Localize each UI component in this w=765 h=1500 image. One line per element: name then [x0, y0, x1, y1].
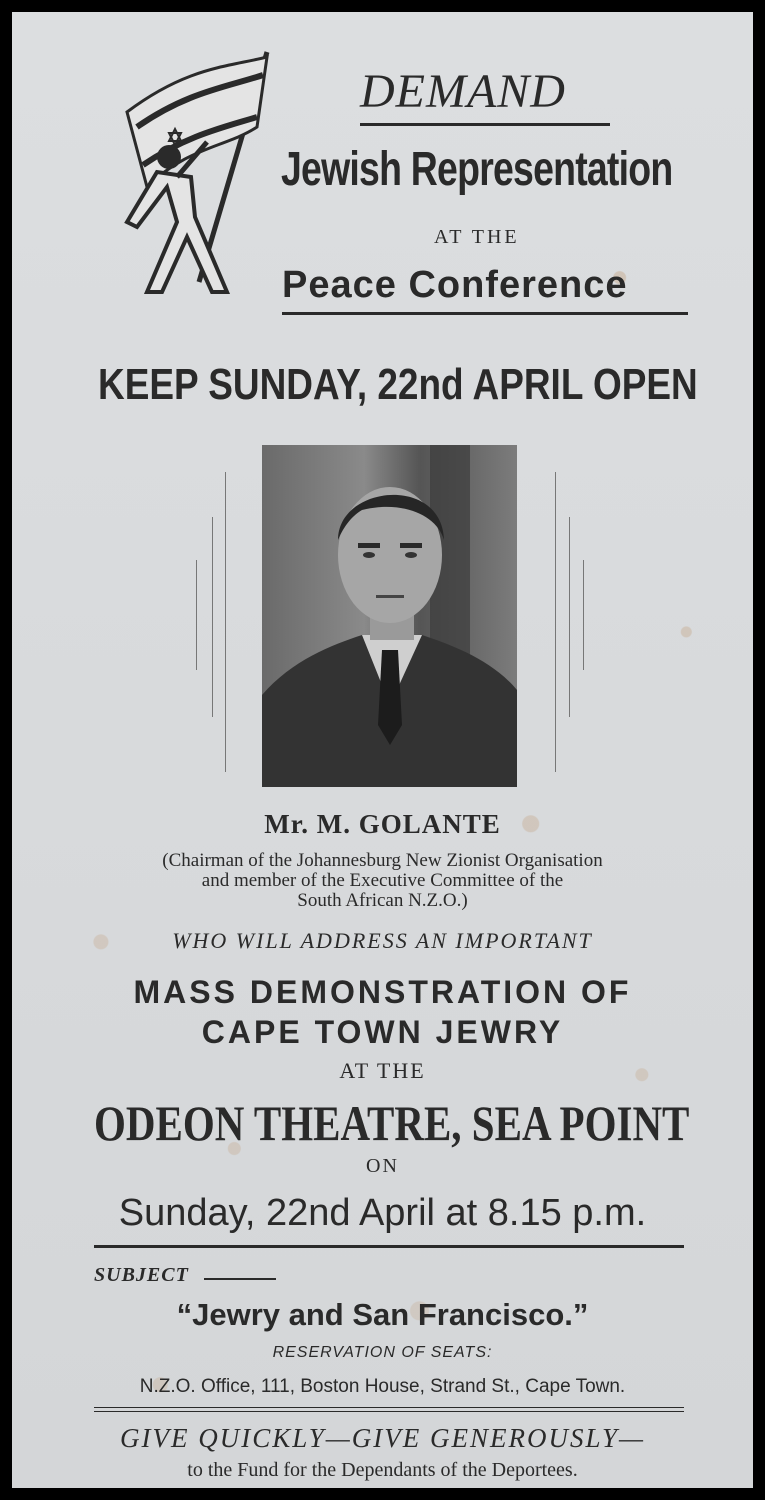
- address-line: WHO WILL ADDRESS AN IMPORTANT: [172, 928, 593, 953]
- keep-date-heading: KEEP SUNDAY, 22nd APRIL OPEN: [98, 360, 698, 409]
- subject-title: “Jewry and San Francisco.”: [176, 1297, 589, 1332]
- datetime-rule: [94, 1245, 684, 1248]
- flag-bearer-illustration: [107, 47, 277, 297]
- speaker-name: Mr. M. GOLANTE: [264, 809, 501, 839]
- left-rule-2: [225, 472, 226, 772]
- speaker-desc-line-2: and member of the Executive Committee of the: [201, 870, 564, 891]
- speaker-desc-line-3: South African N.Z.O.): [297, 890, 468, 911]
- right-rule-3: [583, 560, 584, 670]
- subject-label: SUBJECT: [94, 1264, 189, 1286]
- event-title-line-2: CAPE TOWN JEWRY: [201, 1014, 564, 1050]
- at-the-label-top: AT THE: [434, 226, 520, 248]
- at-the-label-venue: AT THE: [339, 1058, 426, 1083]
- jewish-representation-heading: Jewish Representation: [281, 143, 673, 196]
- venue-heading: ODEON THEATRE, SEA POINT: [94, 1095, 690, 1151]
- subject-label-dash: [204, 1278, 276, 1280]
- reservation-address: N.Z.O. Office, 111, Boston House, Strand St., Cape Town.: [139, 1376, 626, 1397]
- speaker-portrait-figure: [262, 445, 517, 787]
- header-rule: [282, 312, 688, 315]
- reservation-label: RESERVATION OF SEATS:: [272, 1344, 493, 1361]
- on-label: ON: [366, 1155, 399, 1177]
- peace-conference-heading: Peace Conference: [282, 264, 628, 306]
- demand-heading: DEMAND: [360, 65, 566, 118]
- right-rule-1: [555, 472, 556, 772]
- appeal-line: GIVE QUICKLY—GIVE GENEROUSLY—: [120, 1423, 645, 1453]
- event-datetime: Sunday, 22nd April at 8.15 p.m.: [118, 1192, 647, 1234]
- right-rule-2: [569, 517, 570, 717]
- footer-rule-1: [94, 1407, 684, 1408]
- left-rule-1: [212, 517, 213, 717]
- footer-rule-2: [94, 1411, 684, 1412]
- speaker-desc-line-1: (Chairman of the Johannesburg New Zionist Organisation: [162, 850, 603, 871]
- left-rule-3: [196, 560, 197, 670]
- flyer-page: [12, 12, 753, 1488]
- fund-line: to the Fund for the Dependants of the Deportees.: [187, 1459, 578, 1481]
- demand-underline: [360, 123, 610, 126]
- speaker-portrait: [262, 445, 517, 787]
- event-title-line-1: MASS DEMONSTRATION OF: [133, 974, 632, 1010]
